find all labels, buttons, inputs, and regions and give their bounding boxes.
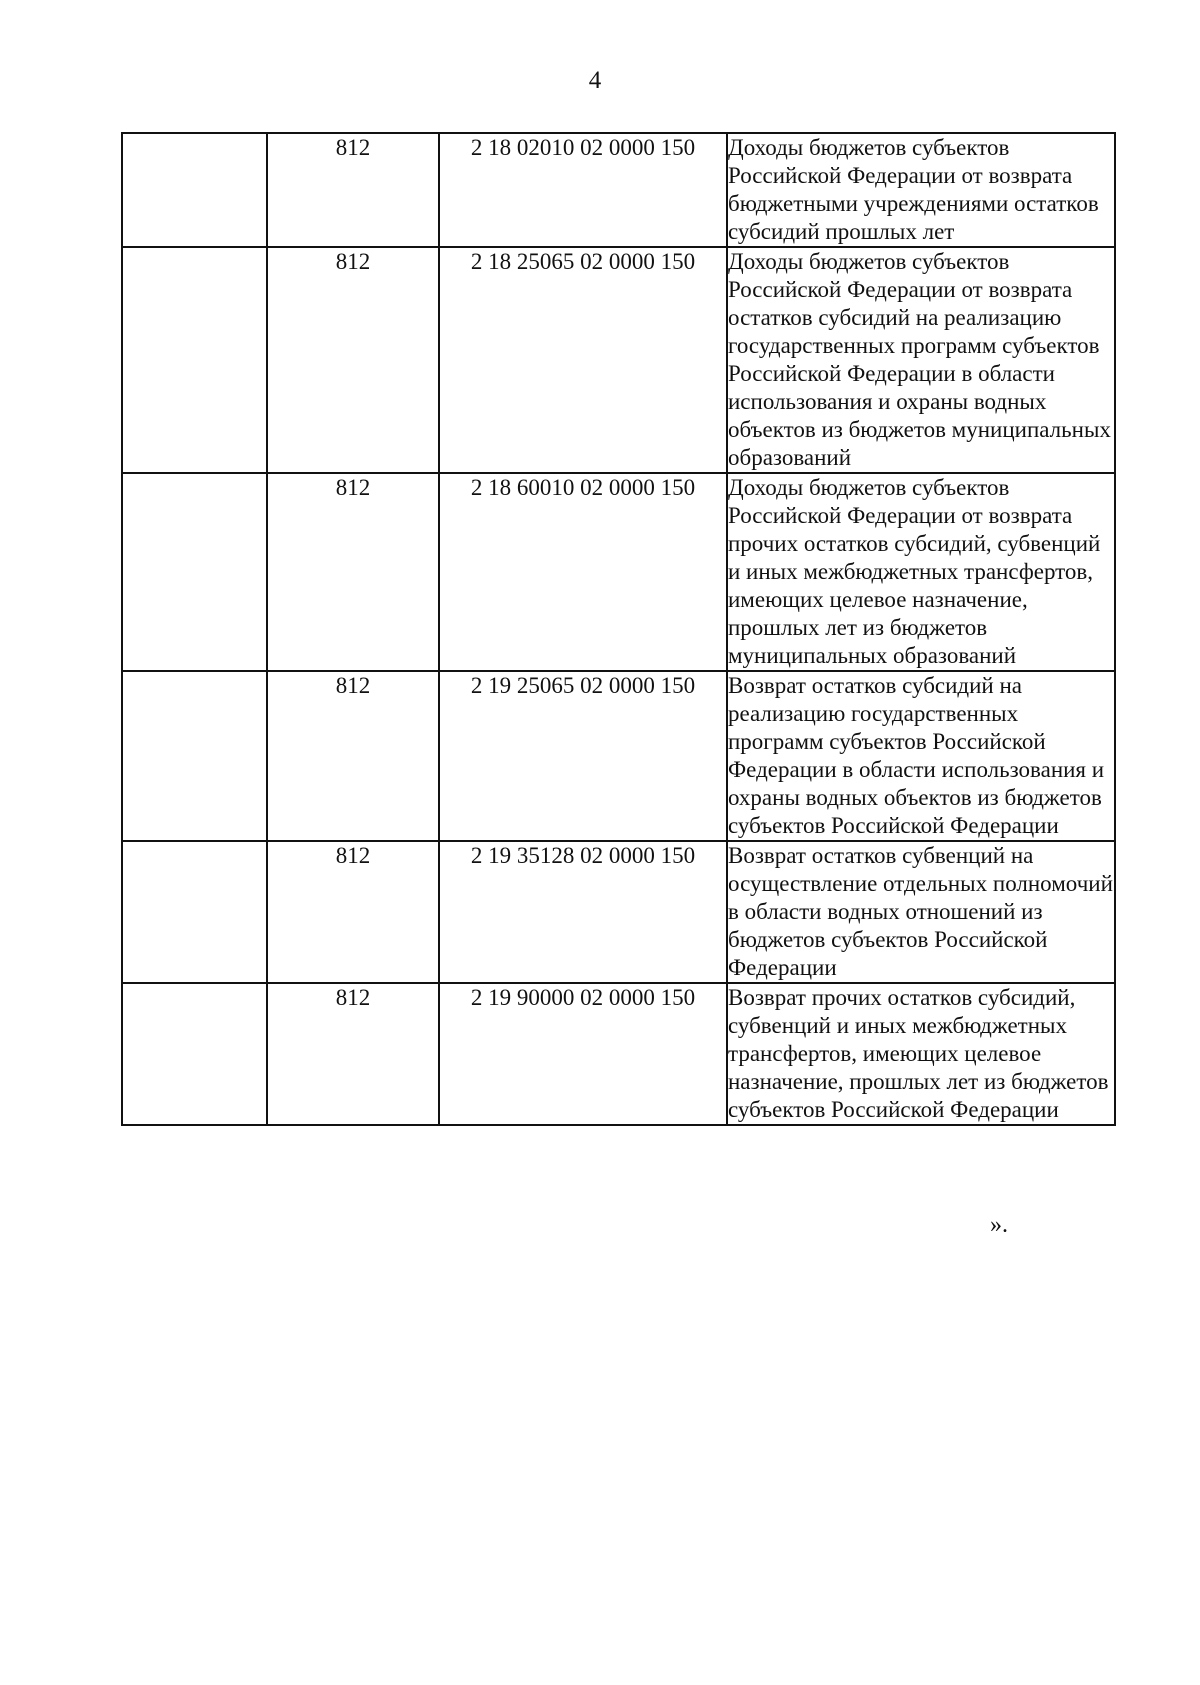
admin-code-cell: 812 <box>267 473 439 671</box>
table-row <box>122 841 1115 983</box>
admin-code-cell: 812 <box>267 671 439 841</box>
budget-classification-code-cell: 2 18 02010 02 0000 150 <box>439 133 727 247</box>
admin-code-cell: 812 <box>267 133 439 247</box>
empty-code-cell <box>122 247 267 473</box>
budget-classification-code-cell: 2 19 25065 02 0000 150 <box>439 671 727 841</box>
description-cell: Возврат остатков субсидий на реализацию государственных программ субъектов Российской Федерации в области использования и охраны водных объектов из бюджетов субъектов Российской Федерации <box>727 671 1115 841</box>
description-cell: Возврат остатков субвенций на осуществление отдельных полномочий в области водных отношений из бюджетов субъектов Российской Федерации <box>727 841 1115 983</box>
empty-code-cell <box>122 841 267 983</box>
empty-code-cell <box>122 671 267 841</box>
table-row <box>122 247 1115 473</box>
table-row <box>122 983 1115 1125</box>
description-cell: Доходы бюджетов субъектов Российской Федерации от возврата прочих остатков субсидий, субвенций и иных межбюджетных трансфертов, имеющих целевое назначение, прошлых лет из бюджетов муниципальных образований <box>727 473 1115 671</box>
closing-quote-mark: ». <box>990 1212 1008 1238</box>
budget-codes-table <box>121 132 1116 1126</box>
table-row <box>122 671 1115 841</box>
budget-classification-code-cell: 2 19 90000 02 0000 150 <box>439 983 727 1125</box>
budget-classification-code-cell: 2 18 60010 02 0000 150 <box>439 473 727 671</box>
table-row <box>122 133 1115 247</box>
empty-code-cell <box>122 983 267 1125</box>
admin-code-cell: 812 <box>267 841 439 983</box>
description-cell: Возврат прочих остатков субсидий, субвенций и иных межбюджетных трансфертов, имеющих целевое назначение, прошлых лет из бюджетов субъектов Российской Федерации <box>727 983 1115 1125</box>
budget-classification-code-cell: 2 18 25065 02 0000 150 <box>439 247 727 473</box>
empty-code-cell <box>122 133 267 247</box>
page-number: 4 <box>588 67 602 94</box>
table-row <box>122 473 1115 671</box>
budget-classification-code-cell: 2 19 35128 02 0000 150 <box>439 841 727 983</box>
description-cell: Доходы бюджетов субъектов Российской Федерации от возврата остатков субсидий на реализацию государственных программ субъектов Российской Федерации в области использования и охраны водных объектов из бюджетов муниципальных образований <box>727 247 1115 473</box>
admin-code-cell: 812 <box>267 983 439 1125</box>
description-cell: Доходы бюджетов субъектов Российской Федерации от возврата бюджетными учреждениями остатков субсидий прошлых лет <box>727 133 1115 247</box>
admin-code-cell: 812 <box>267 247 439 473</box>
empty-code-cell <box>122 473 267 671</box>
